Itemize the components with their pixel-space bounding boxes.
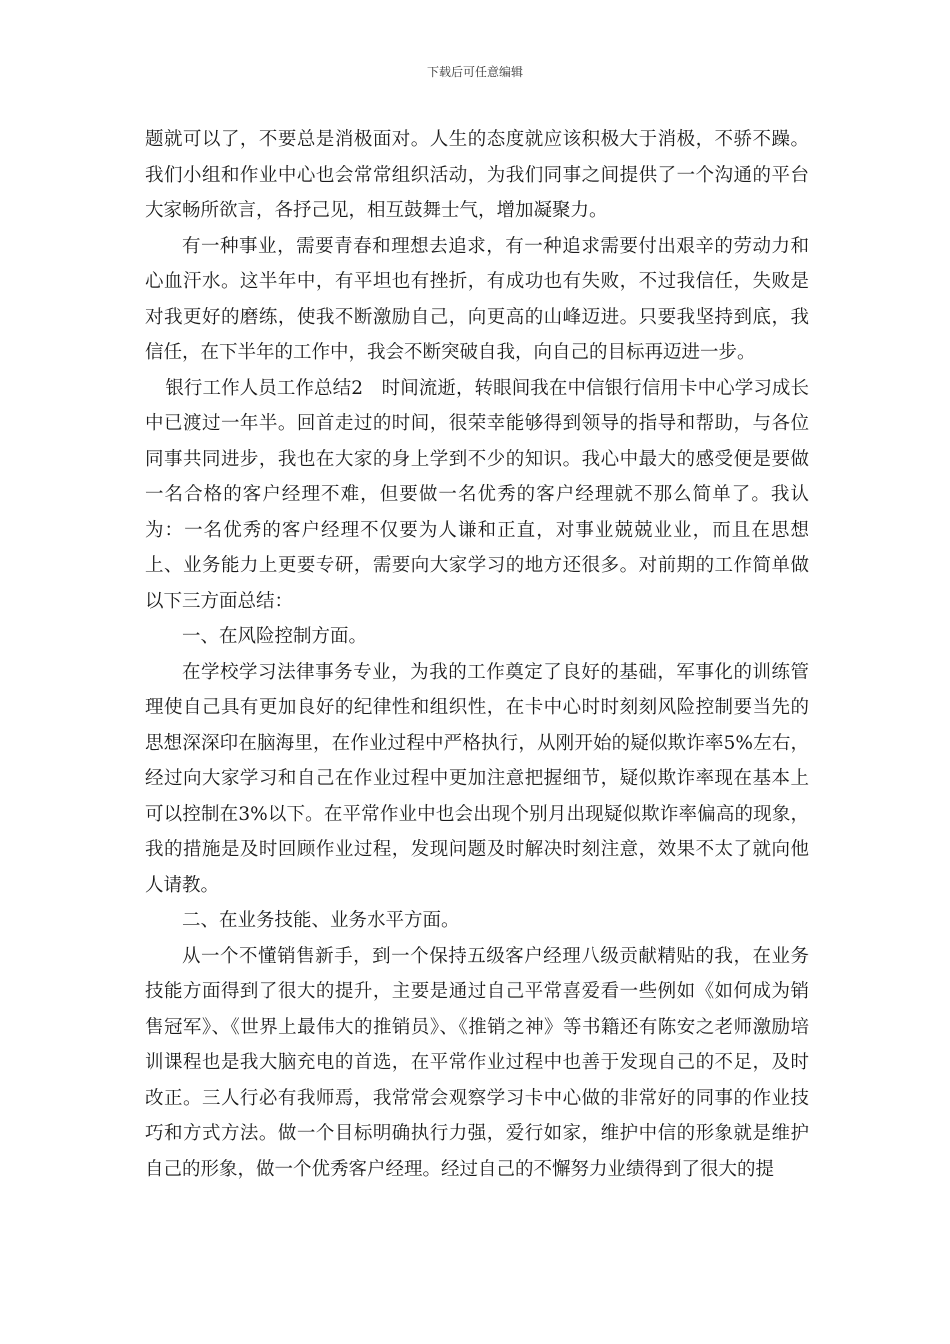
document-body bbox=[145, 122, 809, 1187]
paragraph-3-section-title: 银行工作人员工作总结2 时间流逝，转眼间我在中信银行信用卡中心学习成长中已渡过一年半。回首走过的时间，很荣幸能够得到领导的指导和帮助，与各位同事共同进步，我也在大家的身上学到不少的知识。我心中最大的感受便是要做一名合格的客户经理不难，但要做一名优秀的客户经理就不那么简单了。我认为：一名优秀的客户经理不仅要为人谦和正直，对事业兢兢业业，而且在思想上、业务能力上更要专研，需要向大家学习的地方还很多。对前期的工作简单做以下三方面总结： bbox=[145, 377, 809, 612]
heading-risk-control: 一、在风险控制方面。 bbox=[182, 626, 368, 647]
heading-business-skills: 二、在业务技能、业务水平方面。 bbox=[182, 910, 460, 931]
paragraph-risk-control: 在学校学习法律事务专业，为我的工作奠定了良好的基础，军事化的训练管理使自己具有更加良好的纪律性和组织性，在卡中心时时刻刻风险控制要当先的思想深深印在脑海里，在作业过程中严格执行，从刚开始的疑似欺诈率5%左右，经过向大家学习和自己在作业过程中更加注意把握细节，疑似欺诈率现在基本上可以控制在3%以下。在平常作业中也会出现个别月出现疑似欺诈率偏高的现象，我的措施是及时回顾作业过程，发现问题及时解决时刻注意，效果不太了就向他人请教。 bbox=[145, 661, 809, 896]
paragraph-1: 题就可以了，不要总是消极面对。人生的态度就应该积极大于消极，不骄不躁。我们小组和作业中心也会常常组织活动，为我们同事之间提供了一个沟通的平台大家畅所欲言，各抒己见，相互鼓舞士气，增加凝聚力。 bbox=[145, 129, 809, 221]
paragraph-business-skills: 从一个不懂销售新手，到一个保持五级客户经理八级贡献精贴的我，在业务技能方面得到了很大的提升，主要是通过自己平常喜爱看一些例如《如何成为销售冠军》、《世界上最伟大的推销员》、《推销之神》等书籍还有陈安之老师激励培训课程也是我大脑充电的首选，在平常作业过程中也善于发现自己的不足，及时改正。三人行必有我师焉，我常常会观察学习卡中心做的非常好的同事的作业技巧和方式方法。做一个目标明确执行力强，爱行如家，维护中信的形象就是维护自己的形象，做一个优秀客户经理。经过自己的不懈努力业绩得到了很大的提 bbox=[145, 945, 809, 1180]
paragraph-2: 有一种事业，需要青春和理想去追求，有一种追求需要付出艰辛的劳动力和心血汗水。这半年中，有平坦也有挫折，有成功也有失败，不过我信任，失败是对我更好的磨练，使我不断激励自己，向更高的山峰迈进。只要我坚持到底，我信任，在下半年的工作中，我会不断突破自我，向自己的目标再迈进一步。 bbox=[145, 235, 809, 363]
page-header: 下载后可任意编辑 bbox=[426, 65, 523, 79]
